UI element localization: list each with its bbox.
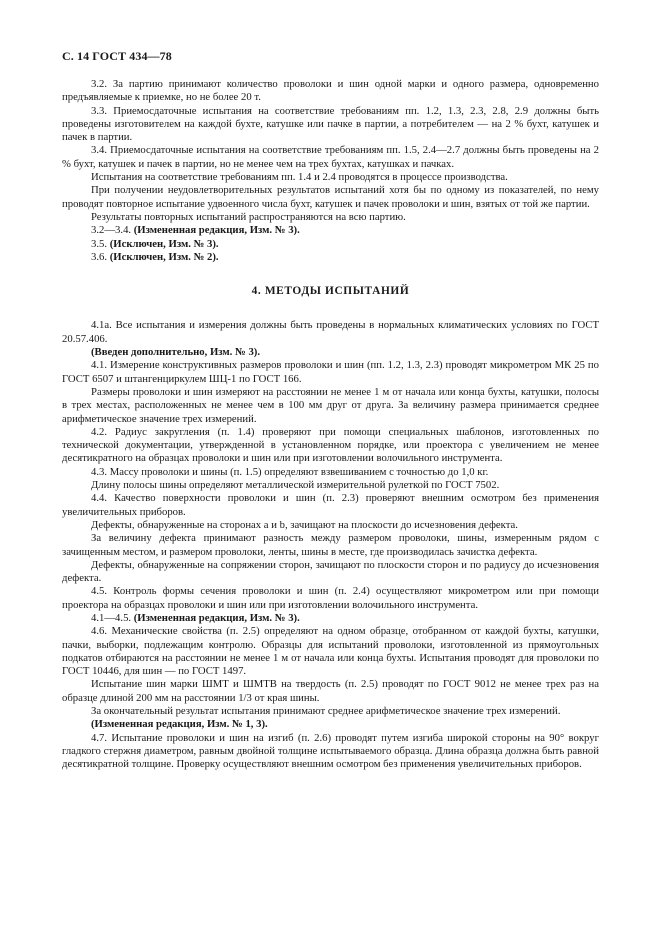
excluded-note: 3.6. (Исключен, Изм. № 2). — [91, 250, 219, 263]
page-header: С. 14 ГОСТ 434—78 — [62, 49, 172, 63]
paragraph: 3.2. За партию принимают количество проволоки и шин одной марки и одного размера, одновременно предъявляемые к приемке, но не более 20 т. — [62, 78, 599, 104]
paragraph: 4.1. Измерение конструктивных размеров проволоки и шин (пп. 1.2, 1.3, 2.3) проводят микрометром МК 25 по ГОСТ 6507 и штангенциркулем ШЦ-1 по ГОСТ 166. — [62, 359, 599, 385]
paragraph: Дефекты, обнаруженные на сторонах a и b, зачищают на плоскости до исчезновения дефекта. — [91, 518, 518, 531]
paragraph: Испытания на соответствие требованиям пп. 1.4 и 2.4 проводятся в процессе производства. — [91, 171, 508, 184]
document-body — [62, 78, 599, 772]
paragraph: Результаты повторных испытаний распространяются на всю партию. — [91, 210, 406, 223]
paragraph: Длину полосы шины определяют металлической измерительной рулеткой по ГОСТ 7502. — [91, 479, 500, 492]
paragraph: Размеры проволоки и шин измеряют на расстоянии не менее 1 м от начала или конца бухты, катушки, полосы в трех местах, расположенных не менее чем в 100 мм друг от друга. За величину размера принимается среднее арифметическое значение трех измерений. — [62, 385, 599, 425]
paragraph: 4.2. Радиус закругления (п. 1.4) проверяют при помощи специальных шаблонов, изготовленных по технической документации, утвержденной в установленном порядке, или проектора с увеличением не менее десятикратного на образцах проволоки и шин или при изготовлении волочильного инструмента. — [62, 425, 599, 465]
section-4-paragraphs — [62, 319, 599, 771]
amendment-note: (Введен дополнительно, Изм. № 3). — [91, 346, 261, 359]
paragraph: 4.7. Испытание проволоки и шин на изгиб (п. 2.6) проводят путем изгиба широкой стороны на 90° вокруг гладкого стержня диаметром, равным двойной толщине испытываемого образца. Длина образца должна быть равной десятикратной толщине. Проверку осуществляют внешним осмотром без применения увеличительных приборов. — [62, 731, 599, 771]
paragraph: 3.3. Приемосдаточные испытания на соответствие требованиям пп. 1.2, 1.3, 2.3, 2.8, 2.9 должны быть проведены изготовителем на каждой бухте, катушке или пачке в партии, а потребителем — на 2 % бухт, катушек и пачек в партии. — [62, 104, 599, 144]
amendment-note: (Измененная редакция, Изм. № 1, 3). — [91, 718, 268, 731]
paragraph: При получении неудовлетворительных результатов испытаний хотя бы по одному из показателей, по нему проводят повторное испытание удвоенного числа бухт, катушек и пачек проволоки и шин, взятых от той же партии. — [62, 184, 599, 210]
paragraph: 4.5. Контроль формы сечения проволоки и шин (п. 2.4) осуществляют микрометром или при помощи проектора на образцах проволоки и шин или при изготовлении волочильного инструмента. — [62, 585, 599, 611]
paragraph: Испытание шин марки ШМТ и ШМТВ на твердость (п. 2.5) проводят по ГОСТ 9012 не менее трех раз на образце длиной 200 мм на расстоянии 1/3 от края шины. — [62, 678, 599, 704]
paragraph: 4.4. Качество поверхности проволоки и шин (п. 2.3) проверяют внешним осмотром без применения увеличительных приборов. — [62, 492, 599, 518]
paragraph: За окончательный результат испытания принимают среднее арифметическое значение трех измерений. — [91, 705, 561, 718]
paragraph: Дефекты, обнаруженные на сопряжении сторон, зачищают по плоскости сторон и по радиусу до исчезновения дефекта. — [62, 558, 599, 585]
section-title: 4. МЕТОДЫ ИСПЫТАНИЙ — [251, 285, 410, 298]
amendment-note: 3.2—3.4. (Измененная редакция, Изм. № 3). — [91, 224, 300, 237]
paragraph: 4.1а. Все испытания и измерения должны быть проведены в нормальных климатических условиях по ГОСТ 20.57.406. — [62, 319, 599, 345]
excluded-note: 3.5. (Исключен, Изм. № 3). — [91, 237, 219, 250]
paragraph: 4.6. Механические свойства (п. 2.5) определяют на одном образце, отобранном от каждой бухты, катушки, пачки, выборки, подлежащим контролю. Образцы для испытаний проволоки, изготовленной из прямоугольных подкатов отбираются на расстоянии не менее 1 м от начала или конца бухты. Испытания проводят для проволоки по ГОСТ 10446, для шин — по ГОСТ 1497. — [62, 625, 599, 678]
section-3-paragraphs — [62, 78, 599, 264]
amendment-note: 4.1—4.5. (Измененная редакция, Изм. № 3). — [91, 611, 300, 624]
paragraph: За величину дефекта принимают разность между размером проволоки, шины, измеренным рядом с зачищенным местом, и размером проволоки, ленты, шины в месте, где производилась зачистка дефекта. — [62, 532, 599, 558]
paragraph: 3.4. Приемосдаточные испытания на соответствие требованиям пп. 1.5, 2.4—2.7 должны быть проведены на 2 % бухт, катушек и пачек в партии, но не менее чем на трех бухтах, катушках и пачках. — [62, 144, 599, 170]
paragraph: 4.3. Массу проволоки и шины (п. 1.5) определяют взвешиванием с точностью до 1,0 кг. — [91, 465, 489, 478]
